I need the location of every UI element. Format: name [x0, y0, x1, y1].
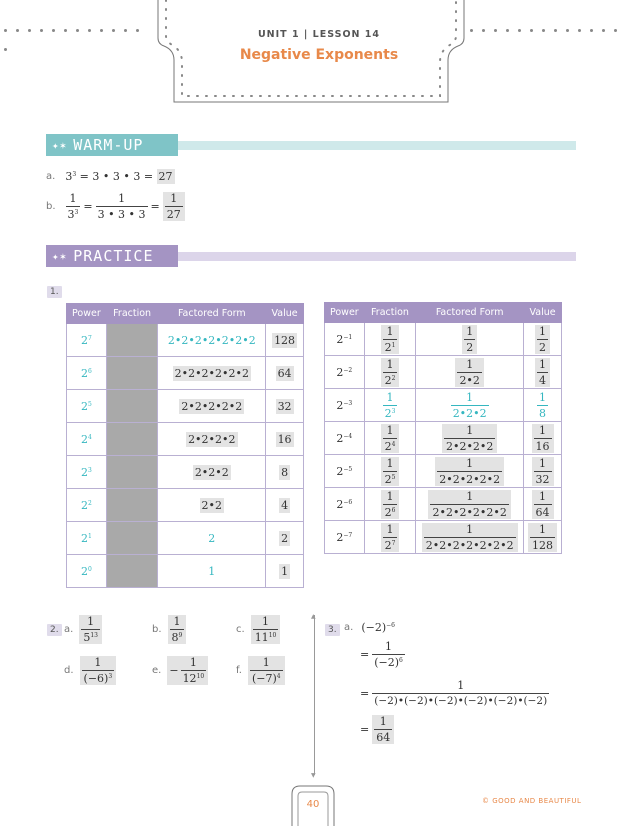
table-row	[325, 455, 562, 488]
q2-d: d. $\frac{1}{(-6)^3}$	[64, 656, 116, 685]
q2-e: e. − $\frac{1}{12^{10}}$	[152, 656, 208, 685]
factored-cell: $\frac{1}{2•2•2•2•2•2•2}$	[416, 521, 524, 554]
warmup-a-label: a.	[46, 171, 56, 182]
table-row	[67, 324, 304, 357]
value-cell: $\frac{1}{4}$	[524, 356, 562, 389]
col-power: Power	[67, 304, 107, 324]
q2-b: b. $\frac{1}{8^9}$	[152, 615, 186, 644]
q3-a-expression: a. $(-2)^{-6}$	[344, 621, 395, 634]
value-cell: 64	[266, 357, 304, 390]
table-row	[325, 389, 562, 422]
fraction-cell: $\frac{1}{2^2}$	[364, 356, 416, 389]
warmup-b-label: b.	[46, 201, 56, 212]
factored-cell: 2•2•2	[158, 456, 266, 489]
table-row	[325, 422, 562, 455]
table-row	[325, 488, 562, 521]
divider-arrow-bottom-icon: ▼	[311, 772, 316, 779]
value-cell: 128	[266, 324, 304, 357]
fraction-cell: $\frac{1}{2^1}$	[364, 323, 416, 356]
value-cell: 2	[266, 522, 304, 555]
fraction-cell: $\frac{1}{2^4}$	[364, 422, 416, 455]
warmup-b-answer: $\frac{1}{27}$	[163, 192, 185, 221]
table-row	[67, 489, 304, 522]
factored-cell: 2•2	[158, 489, 266, 522]
fraction-cell-shaded	[106, 456, 158, 489]
power-cell: $2^{-1}$	[325, 323, 365, 356]
q2-a: a. $\frac{1}{5^{13}}$	[64, 615, 102, 644]
power-cell: $2^{-4}$	[325, 422, 365, 455]
sparkle-icon: ✦✶	[52, 249, 68, 263]
col-fraction: Fraction	[364, 303, 416, 323]
value-cell: 8	[266, 456, 304, 489]
fraction-cell: $\frac{1}{2^6}$	[364, 488, 416, 521]
power-cell: $2^4$	[67, 423, 107, 456]
table-row	[67, 423, 304, 456]
practice-title: PRACTICE	[73, 247, 154, 265]
power-cell: $2^{-3}$	[325, 389, 365, 422]
table-row	[67, 390, 304, 423]
question-1-number: 1.	[47, 286, 62, 298]
value-cell: 1	[266, 555, 304, 588]
powers-table-positive	[66, 303, 304, 588]
col-factored: Factored Form	[158, 304, 266, 324]
powers-table-negative	[324, 302, 562, 554]
q3-result: = $\frac{1}{64}$	[360, 715, 394, 744]
power-cell: $2^7$	[67, 324, 107, 357]
lesson-title: Negative Exponents	[239, 47, 399, 63]
fraction-cell-shaded	[106, 390, 158, 423]
warmup-a	[46, 170, 175, 183]
table-row	[325, 356, 562, 389]
factored-cell: $\frac{1}{2•2}$	[416, 356, 524, 389]
factored-cell: $\frac{1}{2•2•2•2}$	[416, 422, 524, 455]
value-cell: $\frac{1}{16}$	[524, 422, 562, 455]
factored-cell: $\frac{1}{2•2•2}$	[416, 389, 524, 422]
q3-step-2: = $\frac{1}{(-2)•(-2)•(-2)•(-2)•(-2)•(-2)}$	[360, 679, 548, 707]
warmup-title: WARM-UP	[73, 136, 144, 154]
value-cell: 32	[266, 390, 304, 423]
factored-cell: 1	[158, 555, 266, 588]
warmup-tag	[46, 134, 178, 156]
warmup-a-expression: $3^3 = 3$ • 3 • 3 = 27	[65, 170, 173, 183]
factored-cell: $\frac{1}{2•2•2•2•2•2}$	[416, 488, 524, 521]
fraction-cell-shaded	[106, 522, 158, 555]
fraction-cell-shaded	[106, 489, 158, 522]
power-cell: $2^0$	[67, 555, 107, 588]
power-cell: $2^3$	[67, 456, 107, 489]
q3-step-1: = $\frac{1}{(-2)^6}$	[360, 640, 403, 669]
power-cell: $2^5$	[67, 390, 107, 423]
table-row	[67, 456, 304, 489]
practice-bar	[178, 252, 576, 261]
factored-cell: $\frac{1}{2•2•2•2•2}$	[416, 455, 524, 488]
value-cell: 4	[266, 489, 304, 522]
factored-cell: 2•2•2•2	[158, 423, 266, 456]
power-cell: $2^6$	[67, 357, 107, 390]
table-row	[325, 521, 562, 554]
divider-arrow-top-icon: ▲	[311, 613, 316, 620]
power-cell: $2^{-5}$	[325, 455, 365, 488]
factored-cell: 2•2•2•2•2	[158, 390, 266, 423]
warmup-b	[46, 192, 185, 221]
unit-lesson-label: UNIT 1 | LESSON 14	[257, 29, 381, 40]
power-cell: $2^{-7}$	[325, 521, 365, 554]
fraction-cell-shaded	[106, 357, 158, 390]
warmup-header	[46, 134, 576, 156]
fraction-cell-shaded	[106, 423, 158, 456]
q2-f: f. $\frac{1}{(-7)^4}$	[236, 656, 285, 685]
factored-cell: 2•2•2•2•2•2	[158, 357, 266, 390]
warmup-a-answer: 27	[158, 170, 173, 183]
value-cell: $\frac{1}{32}$	[524, 455, 562, 488]
fraction-cell: $\frac{1}{2^3}$	[364, 389, 416, 422]
col-value: Value	[524, 303, 562, 323]
question-3-number: 3.	[325, 624, 340, 636]
col-factored: Factored Form	[416, 303, 524, 323]
table-row	[325, 323, 562, 356]
practice-header	[46, 245, 576, 267]
fraction-cell-shaded	[106, 324, 158, 357]
fraction-cell: $\frac{1}{2^7}$	[364, 521, 416, 554]
col-value: Value	[266, 304, 304, 324]
warmup-b-expression: $\frac{1}{3^3}$ = $\frac{1}{3 • 3 • 3}$ = $\frac{1}{27}$	[66, 192, 185, 221]
table-row	[67, 522, 304, 555]
fraction-cell: $\frac{1}{2^5}$	[364, 455, 416, 488]
value-cell: $\frac{1}{128}$	[524, 521, 562, 554]
power-cell: $2^2$	[67, 489, 107, 522]
value-cell: $\frac{1}{64}$	[524, 488, 562, 521]
factored-cell: $\frac{1}{2}$	[416, 323, 524, 356]
question-2-number: 2.	[47, 624, 62, 636]
value-cell: $\frac{1}{2}$	[524, 323, 562, 356]
sparkle-icon: ✦✶	[52, 138, 68, 152]
practice-tag	[46, 245, 178, 267]
factored-cell: 2•2•2•2•2•2•2	[158, 324, 266, 357]
value-cell: $\frac{1}{8}$	[524, 389, 562, 422]
page-number: 40	[306, 799, 320, 810]
col-fraction: Fraction	[106, 304, 158, 324]
fraction-cell-shaded	[106, 555, 158, 588]
power-cell: $2^1$	[67, 522, 107, 555]
power-cell: $2^{-6}$	[325, 488, 365, 521]
power-cell: $2^{-2}$	[325, 356, 365, 389]
value-cell: 16	[266, 423, 304, 456]
warmup-bar	[178, 141, 576, 150]
q2-c: c. $\frac{1}{11^{10}}$	[236, 615, 280, 644]
column-divider	[314, 615, 315, 775]
table-row	[67, 357, 304, 390]
brand-footer: © GOOD AND BEAUTIFUL	[482, 797, 582, 805]
table-row	[67, 555, 304, 588]
factored-cell: 2	[158, 522, 266, 555]
col-power: Power	[325, 303, 365, 323]
